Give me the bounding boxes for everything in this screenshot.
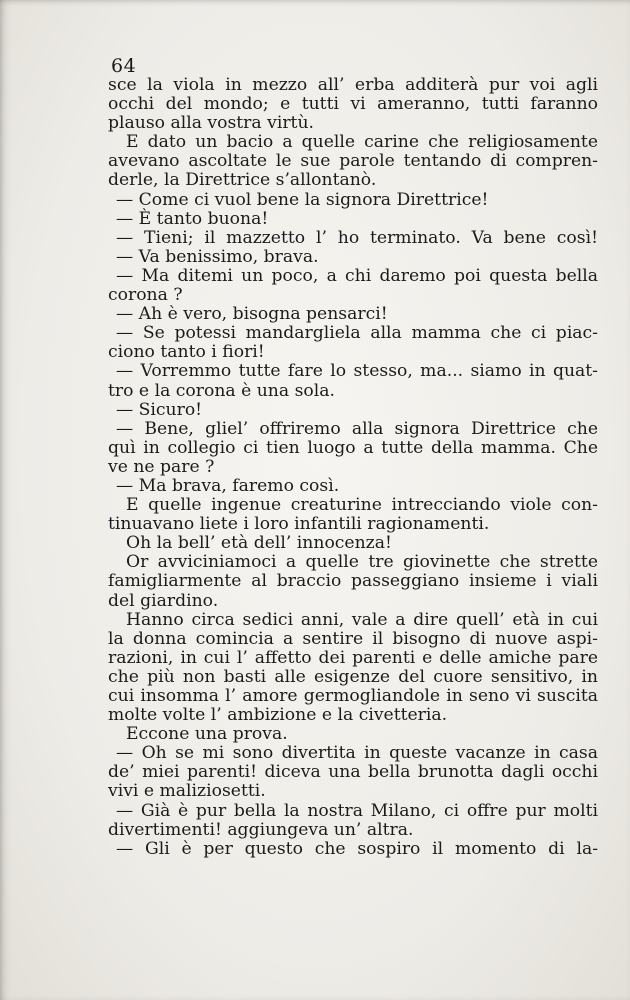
text-line: corona ? [108, 285, 183, 306]
text-line: tro e la corona è una sola. [108, 380, 335, 401]
text-line: vivi e maliziosetti. [108, 781, 266, 802]
text-line: tinuavano liete i loro infantili ragionamenti. [108, 514, 490, 535]
text-line: molte volte l’ ambizione e la civetteria. [108, 705, 448, 726]
text-line: Hanno circa sedici anni, vale a dire quell’ età in cui [126, 609, 598, 630]
text-line: sce la viola in mezzo all’ erba additerà pur voi agli [108, 75, 598, 95]
text-line: divertimenti! aggiungeva un’ altra. [108, 819, 414, 840]
text-line: occhi del mondo; e tutti vi ameranno, tutti faranno [108, 94, 598, 115]
text-line: Or avviciniamoci a quelle tre giovinette che strette [126, 552, 598, 573]
text-line: quì in collegio ci tien luogo a tutte della mamma. Che [108, 437, 598, 458]
text-line: — Già è pur bella la nostra Milano, ci offre pur molti [116, 800, 598, 821]
text-line: la donna comincia a sentire il bisogno di nuove aspi- [108, 628, 598, 649]
text-line: del giardino. [108, 590, 219, 611]
text-line: ciono tanto i fiori! [108, 342, 265, 363]
text-line: Eccone una prova. [126, 724, 288, 745]
text-line: — Tieni; il mazzetto l’ ho terminato. Va bene così! [116, 227, 598, 248]
text-line: derle, la Direttrice s’allontanò. [108, 170, 377, 191]
text-line: famigliarmente al braccio passeggiano insieme i viali [108, 571, 598, 592]
text-line: plauso alla vostra virtù. [108, 113, 314, 134]
text-line: — Gli è per questo che sospiro il momento di la- [116, 838, 598, 859]
text-line: — Ma ditemi un poco, a chi daremo poi questa bella [116, 265, 598, 286]
page-number: 64 [111, 55, 137, 77]
text-line: — Sicuro! [116, 399, 203, 420]
body-text [108, 76, 598, 859]
text-line: Oh la bell’ età dell’ innocenza! [126, 533, 392, 554]
text-line: — Oh se mi sono divertita in queste vacanze in casa [116, 743, 598, 764]
text-line: E quelle ingenue creaturine intrecciando viole con- [126, 495, 598, 516]
text-line: razioni, in cui l’ affetto dei parenti e delle amiche pare [108, 647, 598, 668]
text-line: avevano ascoltate le sue parole tentando di compren- [108, 151, 598, 172]
text-line: — Se potessi mandargliela alla mamma che ci piac- [116, 323, 598, 344]
text-line: — Bene, gliel’ offriremo alla signora Direttrice che [116, 418, 598, 439]
text-line: cui insomma l’ amore germogliandole in seno vi suscita [108, 686, 598, 706]
text-line: E dato un bacio a quelle carine che religiosamente [126, 132, 598, 153]
text-line: — Va benissimo, brava. [116, 246, 319, 267]
text-line: che più non basti alle esigenze del cuore sensitivo, in [108, 666, 598, 687]
text-line: de’ miei parenti! diceva una bella brunotta dagli occhi [108, 762, 598, 783]
text-line: — È tanto buona! [116, 208, 269, 229]
text-line: — Come ci vuol bene la signora Direttrice! [116, 189, 489, 210]
text-line: — Vorremmo tutte fare lo stesso, ma... siamo in quat- [116, 361, 598, 382]
text-line: — Ah è vero, bisogna pensarci! [116, 304, 388, 325]
text-line: — Ma brava, faremo così. [116, 475, 340, 496]
text-line: ve ne pare ? [108, 456, 215, 477]
